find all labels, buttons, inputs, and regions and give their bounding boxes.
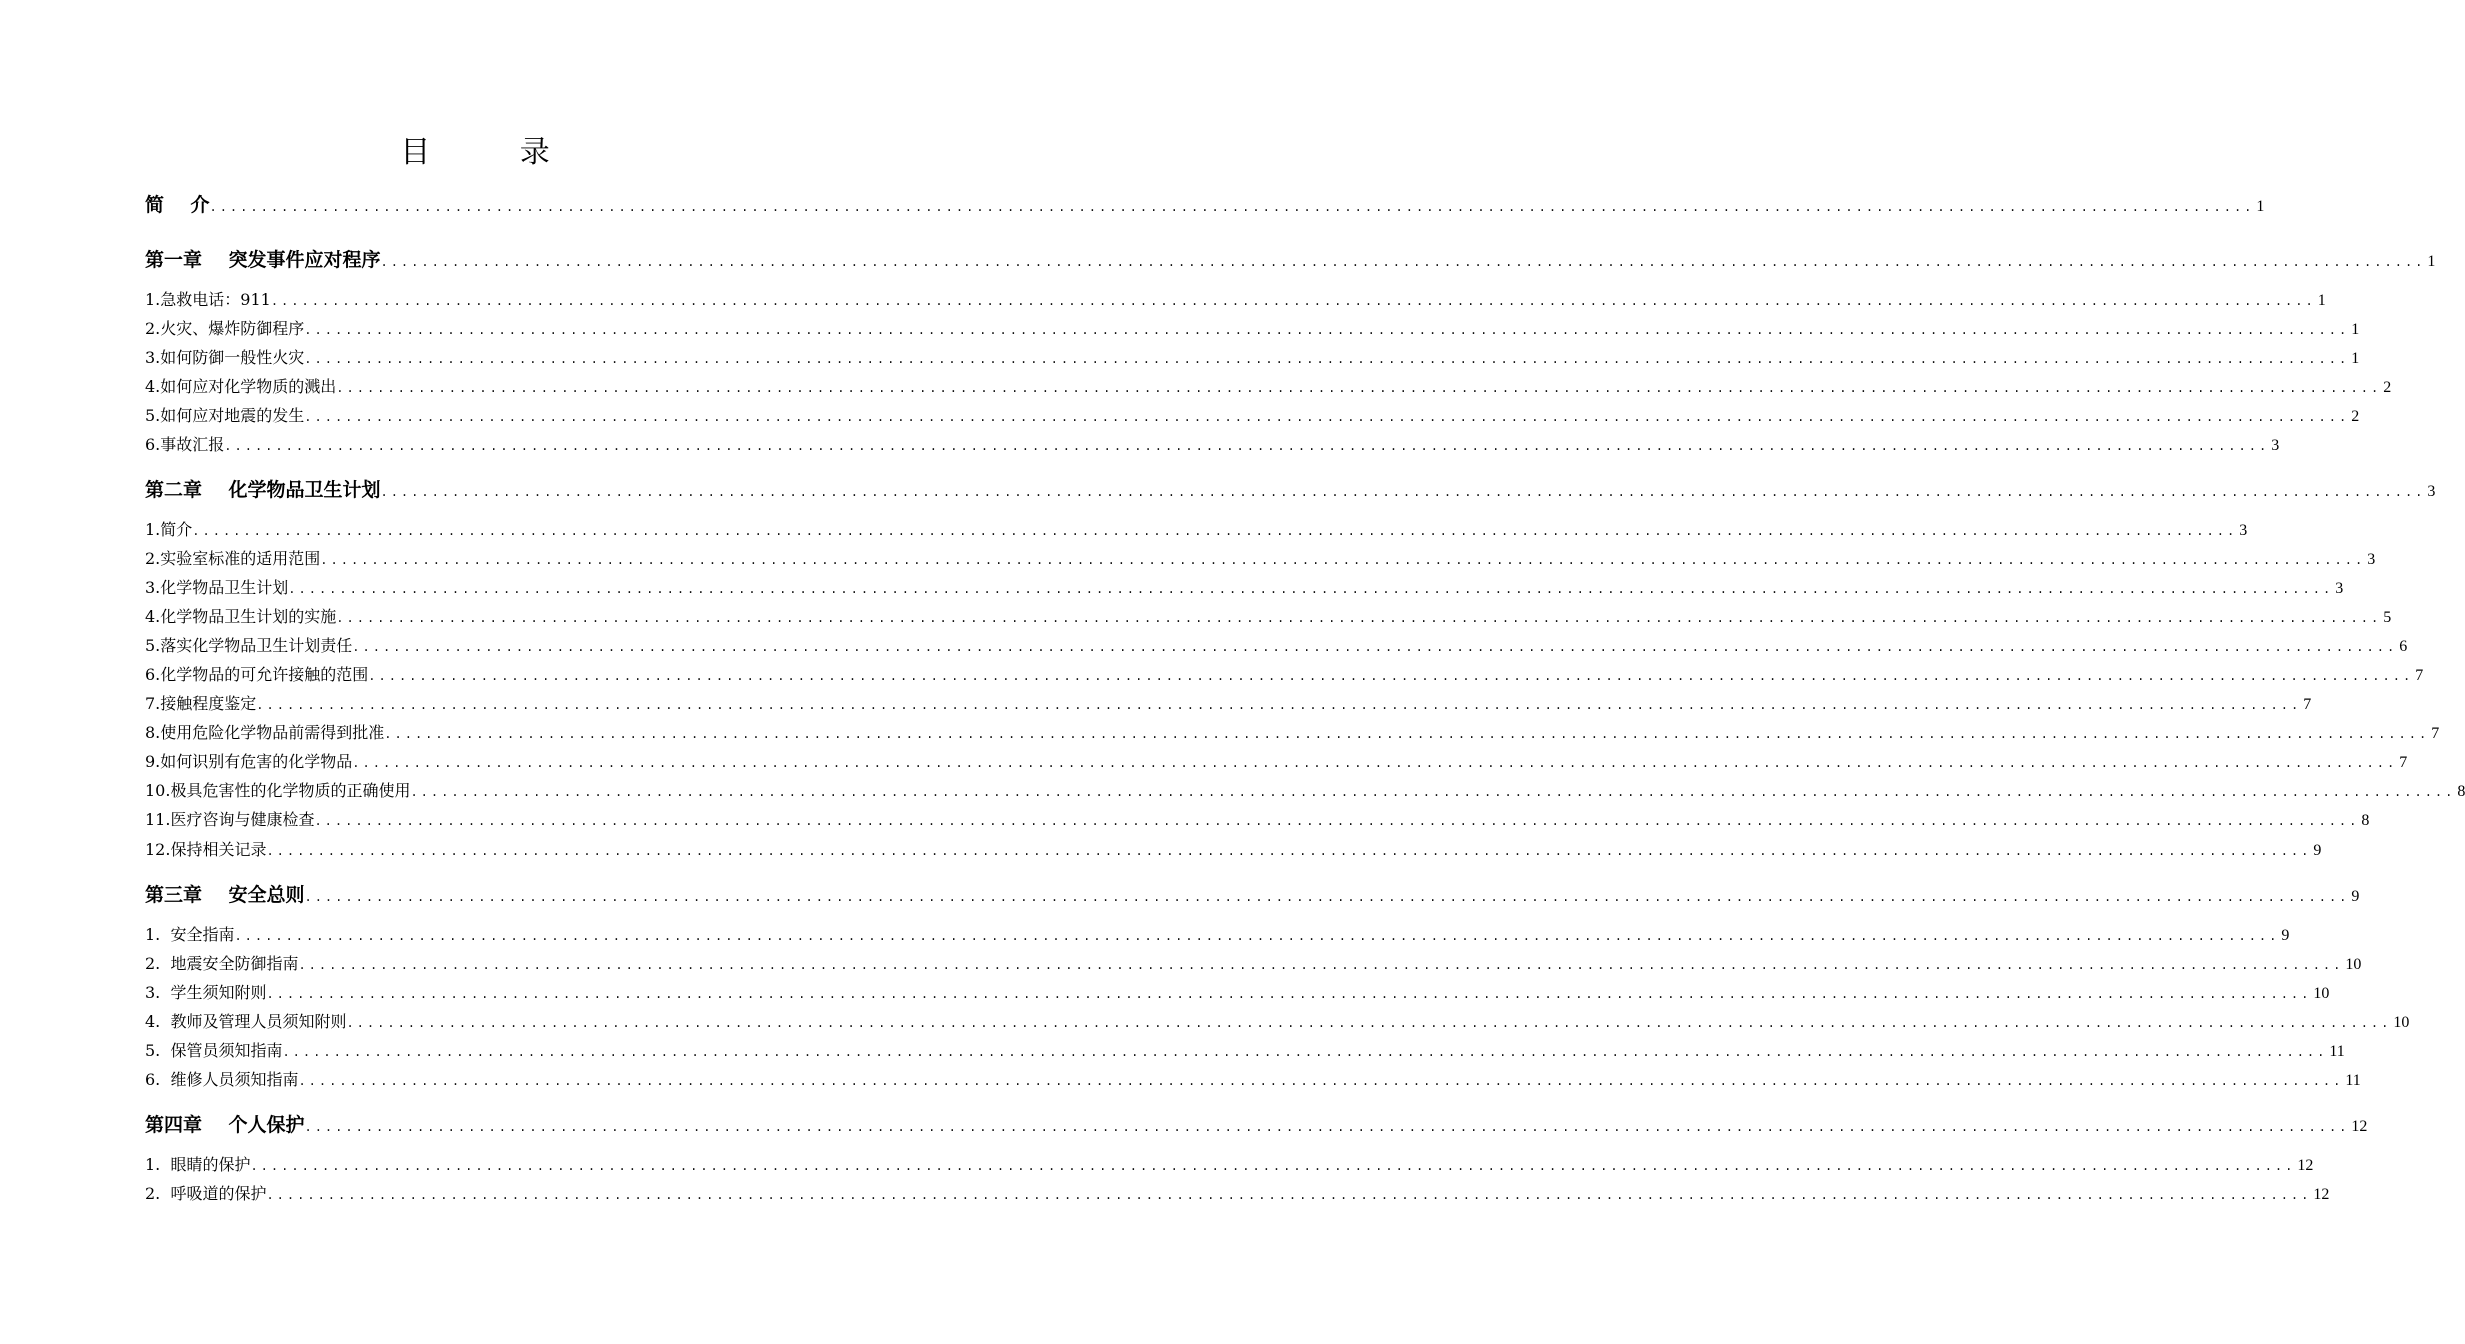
toc-chapter-entry[interactable] bbox=[145, 475, 2436, 502]
toc-dot-leader: ........................................................................................................................................................................................................ bbox=[304, 323, 2350, 337]
toc-entry-label: 3.如何防御一般性火灾 bbox=[145, 348, 305, 367]
toc-entry-label: 8.使用危险化学物品前需得到批准 bbox=[145, 723, 385, 742]
toc-entry-label: 5.落实化学物品卫生计划责任 bbox=[145, 636, 353, 655]
toc-page-number: 9 bbox=[2313, 842, 2322, 859]
toc-page-number: 12 bbox=[2351, 1118, 2368, 1135]
toc-dot-leader: ........................................................................................................................................................................................................ bbox=[352, 640, 2398, 654]
toc-dot-leader: ........................................................................................................................................................................................................ bbox=[250, 1159, 2296, 1173]
toc-dot-leader: ........................................................................................................................................................................................................ bbox=[304, 352, 2350, 366]
toc-section-entry[interactable] bbox=[145, 1181, 2330, 1204]
toc-dot-leader: ........................................................................................................................................................................................................ bbox=[288, 582, 2334, 596]
toc-section-entry[interactable] bbox=[145, 517, 2248, 540]
toc-entry-label: 4.如何应对化学物质的溅出 bbox=[145, 377, 337, 396]
toc-entry-label: 6.事故汇报 bbox=[145, 435, 225, 454]
toc-dot-leader: ........................................................................................................................................................................................................ bbox=[304, 1120, 2350, 1134]
toc-section-entry[interactable] bbox=[145, 1067, 2361, 1090]
toc-page-number: 7 bbox=[2431, 725, 2440, 742]
toc-dot-leader: ........................................................................................................................................................................................................ bbox=[209, 200, 2255, 214]
toc-entry-label: 第二章 化学物品卫生计划 bbox=[145, 479, 381, 501]
toc-section-entry[interactable] bbox=[145, 432, 2280, 455]
toc-entry-label: 6. 维修人员须知指南 bbox=[145, 1070, 299, 1089]
toc-section-entry[interactable] bbox=[145, 546, 2376, 569]
toc-entry-label: 第三章 安全总则 bbox=[145, 884, 305, 906]
toc-section-entry[interactable] bbox=[145, 778, 2465, 801]
toc-dot-leader: ........................................................................................................................................................................................................ bbox=[270, 294, 2316, 308]
toc-entry-label: 2.火灾、爆炸防御程序 bbox=[145, 319, 305, 338]
toc-page-number: 7 bbox=[2303, 696, 2312, 713]
toc-entry-label: 1.简介 bbox=[145, 520, 193, 539]
toc-section-entry[interactable] bbox=[145, 633, 2408, 656]
toc-section-entry[interactable] bbox=[145, 837, 2322, 860]
toc-entry-label: 1. 眼睛的保护 bbox=[145, 1155, 251, 1174]
toc-dot-leader: ........................................................................................................................................................................................................ bbox=[224, 439, 2270, 453]
toc-entry-label: 简 介 bbox=[145, 194, 210, 216]
toc-dot-leader: ........................................................................................................................................................................................................ bbox=[314, 814, 2360, 828]
toc-page-number: 6 bbox=[2399, 638, 2408, 655]
toc-dot-leader: ........................................................................................................................................................................................................ bbox=[266, 987, 2312, 1001]
toc-entry-label: 2. 地震安全防御指南 bbox=[145, 954, 299, 973]
toc-dot-leader: ........................................................................................................................................................................................................ bbox=[380, 255, 2426, 269]
toc-page-number: 3 bbox=[2271, 437, 2280, 454]
toc-section-entry[interactable] bbox=[145, 1038, 2345, 1061]
toc-page-number: 3 bbox=[2239, 522, 2248, 539]
toc-page-number: 5 bbox=[2383, 609, 2392, 626]
toc-section-entry[interactable] bbox=[145, 662, 2424, 685]
toc-page-number: 8 bbox=[2361, 812, 2370, 829]
toc-dot-leader: ........................................................................................................................................................................................................ bbox=[380, 485, 2426, 499]
toc-section-entry[interactable] bbox=[145, 316, 2360, 339]
toc-dot-leader: ........................................................................................................................................................................................................ bbox=[336, 611, 2382, 625]
toc-entry-label: 9.如何识别有危害的化学物品 bbox=[145, 752, 353, 771]
toc-page-number: 10 bbox=[2345, 956, 2362, 973]
toc-section-entry[interactable] bbox=[145, 691, 2312, 714]
toc-entry-label: 2. 呼吸道的保护 bbox=[145, 1184, 267, 1203]
toc-dot-leader: ........................................................................................................................................................................................................ bbox=[352, 756, 2398, 770]
toc-chapter-entry[interactable] bbox=[145, 190, 2265, 217]
toc-page-number: 11 bbox=[2329, 1043, 2345, 1060]
toc-page-number: 1 bbox=[2351, 321, 2360, 338]
toc-section-entry[interactable] bbox=[145, 922, 2290, 945]
toc-page-number: 3 bbox=[2335, 580, 2344, 597]
toc-dot-leader: ........................................................................................................................................................................................................ bbox=[336, 381, 2382, 395]
toc-dot-leader: ........................................................................................................................................................................................................ bbox=[282, 1045, 2328, 1059]
toc-section-entry[interactable] bbox=[145, 980, 2330, 1003]
toc-dot-leader: ........................................................................................................................................................................................................ bbox=[346, 1016, 2392, 1030]
toc-dot-leader: ........................................................................................................................................................................................................ bbox=[192, 524, 2238, 538]
toc-dot-leader: ........................................................................................................................................................................................................ bbox=[368, 669, 2414, 683]
page-title: 目 录 bbox=[400, 135, 590, 170]
toc-dot-leader: ........................................................................................................................................................................................................ bbox=[298, 958, 2344, 972]
toc-entry-label: 12.保持相关记录 bbox=[145, 840, 267, 859]
toc-page-number: 12 bbox=[2313, 1186, 2330, 1203]
toc-page-number: 9 bbox=[2351, 888, 2360, 905]
toc-section-entry[interactable] bbox=[145, 807, 2370, 830]
toc-dot-leader: ........................................................................................................................................................................................................ bbox=[298, 1074, 2344, 1088]
toc-chapter-entry[interactable] bbox=[145, 880, 2360, 907]
toc-entry-label: 第一章 突发事件应对程序 bbox=[145, 249, 381, 271]
toc-section-entry[interactable] bbox=[145, 287, 2326, 310]
toc-page-number: 2 bbox=[2383, 379, 2392, 396]
toc-page-number: 3 bbox=[2367, 551, 2376, 568]
toc-page-number: 1 bbox=[2317, 292, 2326, 309]
toc-page-number: 7 bbox=[2415, 667, 2424, 684]
toc-entry-label: 10.极具危害性的化学物质的正确使用 bbox=[145, 781, 411, 800]
toc-section-entry[interactable] bbox=[145, 720, 2440, 743]
toc-chapter-entry[interactable] bbox=[145, 1110, 2368, 1137]
toc-dot-leader: ........................................................................................................................................................................................................ bbox=[384, 727, 2430, 741]
toc-entry-label: 11.医疗咨询与健康检查 bbox=[145, 810, 315, 829]
toc-entry-label: 5. 保管员须知指南 bbox=[145, 1041, 283, 1060]
toc-section-entry[interactable] bbox=[145, 1152, 2314, 1175]
toc-entry-label: 3.化学物品卫生计划 bbox=[145, 578, 289, 597]
toc-section-entry[interactable] bbox=[145, 575, 2344, 598]
toc-dot-leader: ........................................................................................................................................................................................................ bbox=[266, 844, 2312, 858]
toc-section-entry[interactable] bbox=[145, 345, 2360, 368]
toc-page-number: 1 bbox=[2351, 350, 2360, 367]
toc-page-number: 1 bbox=[2427, 253, 2436, 270]
toc-entry-label: 1. 安全指南 bbox=[145, 925, 235, 944]
toc-section-entry[interactable] bbox=[145, 403, 2360, 426]
toc-entry-label: 4. 教师及管理人员须知附则 bbox=[145, 1012, 347, 1031]
toc-page-number: 8 bbox=[2457, 783, 2465, 800]
toc-page-number: 2 bbox=[2351, 408, 2360, 425]
toc-page-number: 3 bbox=[2427, 483, 2436, 500]
toc-entry-label: 4.化学物品卫生计划的实施 bbox=[145, 607, 337, 626]
toc-section-entry[interactable] bbox=[145, 951, 2362, 974]
toc-chapter-entry[interactable] bbox=[145, 245, 2436, 272]
toc-page-number: 9 bbox=[2281, 927, 2290, 944]
toc-entry-label: 7.接触程度鉴定 bbox=[145, 694, 257, 713]
toc-page-number: 7 bbox=[2399, 754, 2408, 771]
toc-entry-label: 第四章 个人保护 bbox=[145, 1114, 305, 1136]
toc-entry-label: 3. 学生须知附则 bbox=[145, 983, 267, 1002]
toc-page-number: 10 bbox=[2393, 1014, 2410, 1031]
toc-page-number: 1 bbox=[2256, 198, 2265, 215]
toc-dot-leader: ........................................................................................................................................................................................................ bbox=[256, 698, 2302, 712]
toc-section-entry[interactable] bbox=[145, 374, 2392, 397]
toc-dot-leader: ........................................................................................................................................................................................................ bbox=[410, 785, 2456, 799]
toc-section-entry[interactable] bbox=[145, 1009, 2410, 1032]
toc-dot-leader: ........................................................................................................................................................................................................ bbox=[266, 1188, 2312, 1202]
toc-entry-label: 1.急救电话：911 bbox=[145, 290, 271, 309]
toc-section-entry[interactable] bbox=[145, 604, 2392, 627]
toc-section-entry[interactable] bbox=[145, 749, 2408, 772]
toc-entry-label: 5.如何应对地震的发生 bbox=[145, 406, 305, 425]
toc-page-number: 11 bbox=[2345, 1072, 2361, 1089]
toc-page-number: 12 bbox=[2297, 1157, 2314, 1174]
toc-dot-leader: ........................................................................................................................................................................................................ bbox=[320, 553, 2366, 567]
toc-entry-label: 6.化学物品的可允许接触的范围 bbox=[145, 665, 369, 684]
toc-dot-leader: ........................................................................................................................................................................................................ bbox=[304, 410, 2350, 424]
toc-entry-label: 2.实验室标准的适用范围 bbox=[145, 549, 321, 568]
toc-dot-leader: ........................................................................................................................................................................................................ bbox=[304, 890, 2350, 904]
toc-page-number: 10 bbox=[2313, 985, 2330, 1002]
toc-dot-leader: ........................................................................................................................................................................................................ bbox=[234, 929, 2280, 943]
